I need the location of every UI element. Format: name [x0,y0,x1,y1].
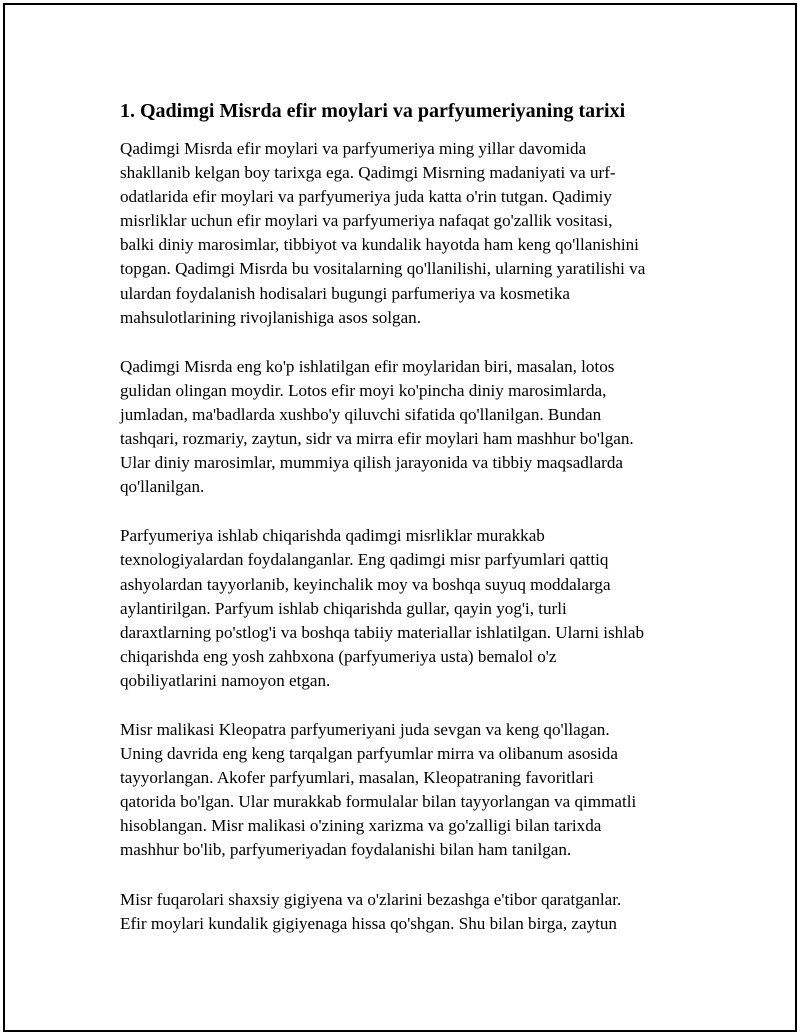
text-line: mashhur bo'lib, parfyumeriyadan foydalanishi bilan ham tanilgan. [120,840,572,860]
text-line: Misr fuqarolari shaxsiy gigiyena va o'zlarini bezashga e'tibor qaratganlar. [120,889,622,909]
paragraph [120,137,680,330]
paragraph [120,355,680,500]
text-line: Uning davrida eng keng tarqalgan parfyumlar mirra va olibanum asosida [120,744,618,764]
text-line: gulidan olingan moydir. Lotos efir moyi ko'pincha diniy marosimlarda, [120,380,607,400]
text-line: shakllanib kelgan boy tarixga ega. Qadimgi Misrning madaniyati va urf- [120,163,616,183]
text-line: odatlarida efir moylari va parfyumeriya juda katta o'rin tutgan. Qadimiy [120,187,612,207]
text-line: ashyolardan tayyorlanib, keyinchalik moy va boshqa suyuq moddalarga [120,574,611,594]
text-line: Efir moylari kundalik gigiyenaga hissa qo'shgan. Shu bilan birga, zaytun [120,913,617,933]
text-line: balki diniy marosimlar, tibbiyot va kundalik hayotda ham keng qo'llanishini [120,235,639,255]
text-line: chiqarishda eng yosh zahbxona (parfyumeriya usta) bemalol o'z [120,646,557,666]
text-line: misrliklar uchun efir moylari va parfyumeriya nafaqat go'zallik vositasi, [120,211,613,231]
text-line: aylantirilgan. Parfyum ishlab chiqarishda gullar, qayin yog'i, turli [120,598,567,618]
page-frame [3,3,797,1032]
text-line: qatorida bo'lgan. Ular murakkab formulalar bilan tayyorlangan va qimmatli [120,792,637,812]
text-line: Qadimgi Misrda efir moylari va parfyumeriya ming yillar davomida [120,139,587,158]
paragraph [120,888,680,936]
text-line: jumladan, ma'badlarda xushbo'y qiluvchi sifatida qo'llanilgan. Bundan [120,404,602,424]
paragraph [120,524,680,693]
text-line: daraxtlarning po'stlog'i va boshqa tabiiy materiallar ishlatilgan. Ularni ishlab [120,622,645,642]
section-heading: 1. Qadimgi Misrda efir moylari va parfyumeriyaning tarixi [120,100,626,122]
text-line: hisoblangan. Misr malikasi o'zining xarizma va go'zalligi bilan tarixda [120,816,602,836]
document-body [120,97,680,961]
text-line: qobiliyatlarini namoyon etgan. [120,670,331,690]
text-line: ulardan foydalanish hodisalari bugungi parfumeriya va kosmetika [120,283,571,303]
text-line: tashqari, rozmariy, zaytun, sidr va mirra efir moylari ham mashhur bo'lgan. [120,429,634,449]
text-line: texnologiyalardan foydalanganlar. Eng qadimgi misr parfyumlari qattiq [120,550,609,570]
text-line: Parfyumeriya ishlab chiqarishda qadimgi misrliklar murakkab [120,526,545,546]
text-line: mahsulotlarining rivojlanishiga asos solgan. [120,307,422,327]
text-line: Misr malikasi Kleopatra parfyumeriyani juda sevgan va keng qo'llagan. [120,719,610,739]
text-line: Qadimgi Misrda eng ko'p ishlatilgan efir moylaridan biri, masalan, lotos [120,356,615,376]
text-line: tayyorlangan. Akofer parfyumlari, masalan, Kleopatraning favoritlari [120,768,594,788]
text-line: topgan. Qadimgi Misrda bu vositalarning qo'llanilishi, ularning yaratilishi va [120,259,646,279]
text-line: qo'llanilgan. [120,477,205,497]
text-line: Ular diniy marosimlar, mummiya qilish jarayonida va tibbiy maqsadlarda [120,453,623,473]
paragraph [120,718,680,863]
